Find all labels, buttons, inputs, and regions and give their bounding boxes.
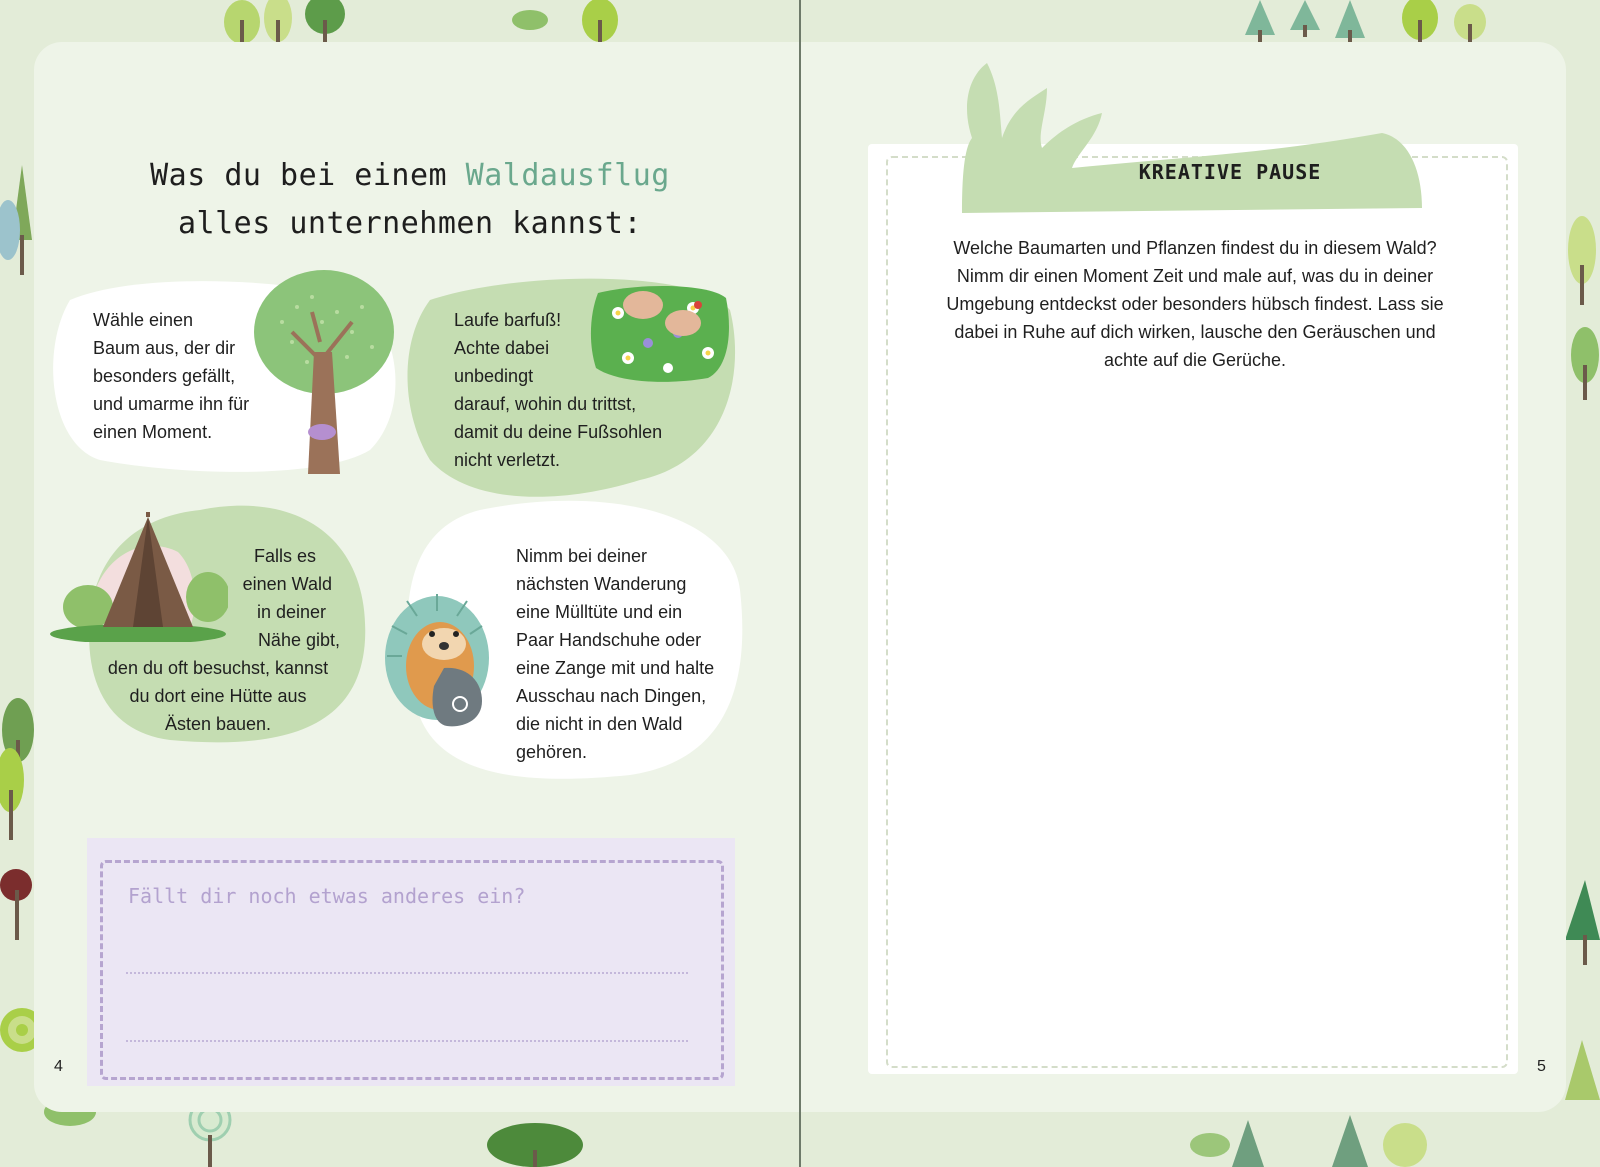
text-line: eine Zange mit und halte [516,658,715,678]
activity-4-text [516,542,736,766]
answer-line[interactable] [126,972,688,974]
text-line: du dort eine Hütte aus [129,686,307,706]
answer-line[interactable] [126,1040,688,1042]
tree-icon [224,0,1486,44]
text-line: Falls es [253,546,316,566]
bush-icon [952,58,1432,218]
drawing-prompt [900,234,1490,374]
page-number-left: 4 [54,1058,63,1075]
page-title [150,152,670,248]
text-line: Ästen bauen. [164,714,272,734]
hedgehog-icon [382,586,502,736]
activity-2-text [454,306,694,474]
text-line: Nimm bei deiner [516,546,648,566]
text-line: den du oft besuchst, kannst [107,658,329,678]
text-line: gehören. [516,742,588,762]
text-line: Laufe barfuß! [454,310,562,330]
activity-3-text [90,542,346,738]
prompt-line: Nimm dir einen Moment Zeit und male auf, was du in deiner [956,266,1434,286]
text-line: nicht verletzt. [454,450,561,470]
text-line: Baum aus, der dir [93,338,236,358]
text-line: damit du deine Fußsohlen [454,422,663,442]
text-line: besonders gefällt, [93,366,236,386]
title-line2: alles unternehmen kannst: [177,206,643,241]
title-highlight: Waldausflug [465,158,670,193]
text-line: nächsten Wanderung [516,574,687,594]
text-line: Achte dabei [454,338,550,358]
text-line: einen Wald [242,574,332,594]
prompt-line: Welche Baumarten und Pflanzen findest du in diesem Wald? [953,238,1437,258]
page-number-right: 5 [1537,1058,1546,1075]
text-line: in deiner [256,602,326,622]
text-line: einen Moment. [93,422,213,442]
text-line: Nähe gibt, [257,630,340,650]
text-line: unbedingt [454,366,534,386]
text-line: Wähle einen [93,310,194,330]
text-line: die nicht in den Wald [516,714,683,734]
prompt-line: dabei in Ruhe auf dich wirken, lausche den Geräuschen und [954,322,1436,342]
section-label: KREATIVE PAUSE [1138,160,1322,184]
title-part1: Was du bei einem [150,158,466,193]
text-line: Ausschau nach Dingen, [516,686,707,706]
answer-question: Fällt dir noch etwas anderes ein? [128,884,526,908]
text-line: Paar Handschuhe oder [516,630,702,650]
prompt-line: achte auf die Gerüche. [1103,350,1287,370]
prompt-line: Umgebung entdeckst oder besonders hübsch findest. Lass sie [946,294,1444,314]
text-line: eine Mülltüte und ein [516,602,683,622]
text-line: und umarme ihn für [93,394,250,414]
text-line: darauf, wohin du trittst, [454,394,637,414]
activity-1-text [93,306,283,446]
